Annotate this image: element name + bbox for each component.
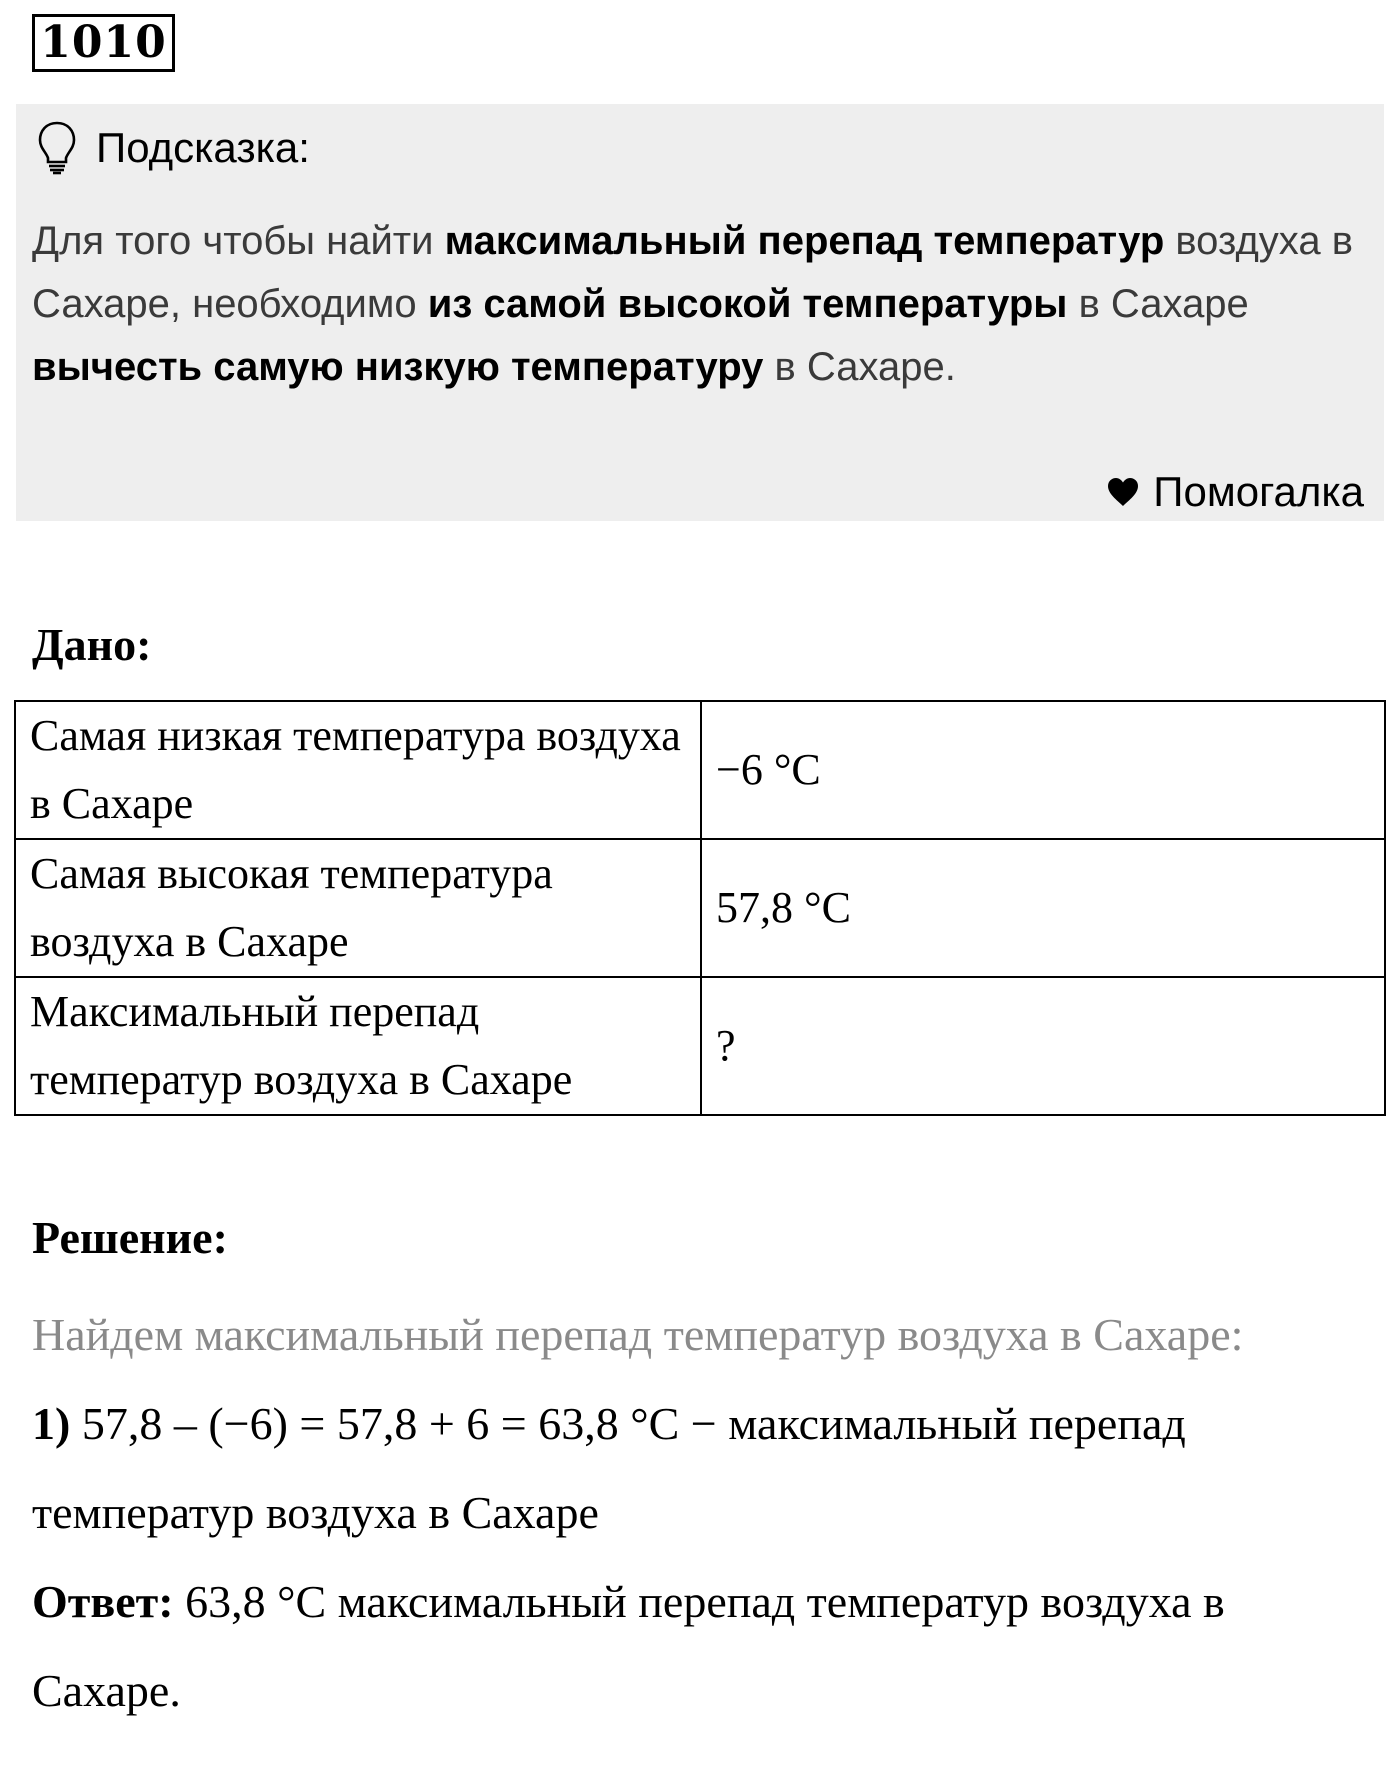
problem-number: 1010 xyxy=(32,14,175,72)
solution-heading: Решение: xyxy=(32,1212,228,1263)
hint-text-bold: из самой высокой температуры xyxy=(427,282,1068,326)
hint-text-part: в Сахаре xyxy=(1067,282,1249,326)
solution-intro: Найдем максимальный перепад температур воздуха в Сахаре: xyxy=(32,1309,1244,1360)
table-cell-value: 57,8 °C xyxy=(701,839,1385,977)
table-cell-label: Максимальный перепад температур воздуха в Сахаре xyxy=(15,977,701,1115)
table-cell-value: −6 °C xyxy=(701,701,1385,839)
hint-text-part: Для того чтобы найти xyxy=(32,219,445,263)
answer-text: 63,8 °C максимальный перепад температур воздуха в Сахаре. xyxy=(32,1576,1225,1716)
answer-label: Ответ: xyxy=(32,1576,174,1627)
table-row xyxy=(15,839,1385,977)
hint-text-part: воздуха в Сахаре, необходимо xyxy=(32,219,1353,326)
table-cell-label: Самая низкая температура воздуха в Сахаре xyxy=(15,701,701,839)
solution-step xyxy=(32,1379,1372,1557)
table-row xyxy=(15,977,1385,1115)
given-table xyxy=(14,700,1386,1116)
table-cell-value: ? xyxy=(701,977,1385,1115)
hint-box xyxy=(16,104,1384,521)
signature-text: Помогалка xyxy=(1153,468,1364,515)
table-cell-label: Самая высокая температура воздуха в Сахаре xyxy=(15,839,701,977)
step-number: 1) xyxy=(32,1398,71,1449)
hint-header xyxy=(36,118,310,178)
hint-title: Подсказка: xyxy=(96,124,310,171)
step-text: 57,8 – (−6) = 57,8 + 6 = 63,8 °C − максимальный перепад температур воздуха в Сахаре xyxy=(32,1398,1186,1538)
hint-text-part: в Сахаре. xyxy=(763,345,956,389)
signature xyxy=(1107,464,1364,520)
solution-body xyxy=(32,1290,1372,1735)
lightbulb-icon xyxy=(36,120,78,176)
given-heading: Дано: xyxy=(32,619,152,670)
hint-text-bold: вычесть самую низкую температуру xyxy=(32,345,764,389)
hint-text-bold: максимальный перепад температур xyxy=(444,219,1165,263)
answer xyxy=(32,1557,1372,1735)
table-row xyxy=(15,701,1385,839)
hint-text xyxy=(32,210,1362,399)
heart-icon xyxy=(1107,477,1139,507)
